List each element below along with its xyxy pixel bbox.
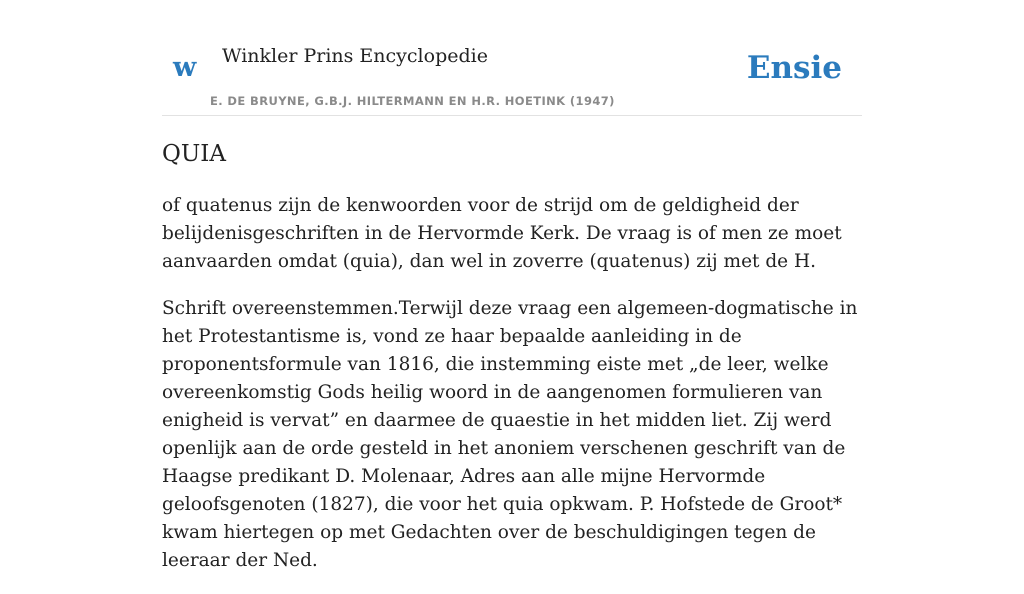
article-paragraph: of quatenus zijn de kenwoorden voor de strijd om de geldigheid der belijdenisgeschriften in de Hervormde Kerk. De vraag is of men ze moet aanvaarden omdat (quia), dan wel in zoverre (quatenus) zij met de H. <box>162 195 842 272</box>
header-divider <box>162 115 862 116</box>
article-headword: QUIA <box>162 141 226 167</box>
article-paragraph: Schrift overeenstemmen.Terwijl deze vraag een algemeen-dogmatische in het Protestantisme is, vond ze haar bepaalde aanleiding in de proponentsformule van 1816, die instemming eiste met „de leer, welke overeenkomstig Gods heilig woord in de aangenomen formulieren van enigheid is vervat” en daarmee de quaestie in het midden liet. Zij werd openlijk aan de orde gesteld in het anoniem verschenen geschrift van de Haagse predikant D. Molenaar, Adres aan alle mijne Hervormde geloofsgenoten (1827), die voor het quia opkwam. P. Hofstede de Groot* kwam hiertegen op met Gedachten over de beschuldigingen tegen de leeraar der Ned. <box>162 298 858 571</box>
article-body <box>162 192 862 594</box>
publication-authors: E. DE BRUYNE, G.B.J. HILTERMANN EN H.R. HOETINK (1947) <box>210 94 615 108</box>
publication-title[interactable]: Winkler Prins Encyclopedie <box>222 45 488 67</box>
page <box>162 0 862 571</box>
ensie-logo[interactable]: Ensie <box>746 50 842 86</box>
winkler-prins-logo[interactable]: w <box>173 52 197 83</box>
